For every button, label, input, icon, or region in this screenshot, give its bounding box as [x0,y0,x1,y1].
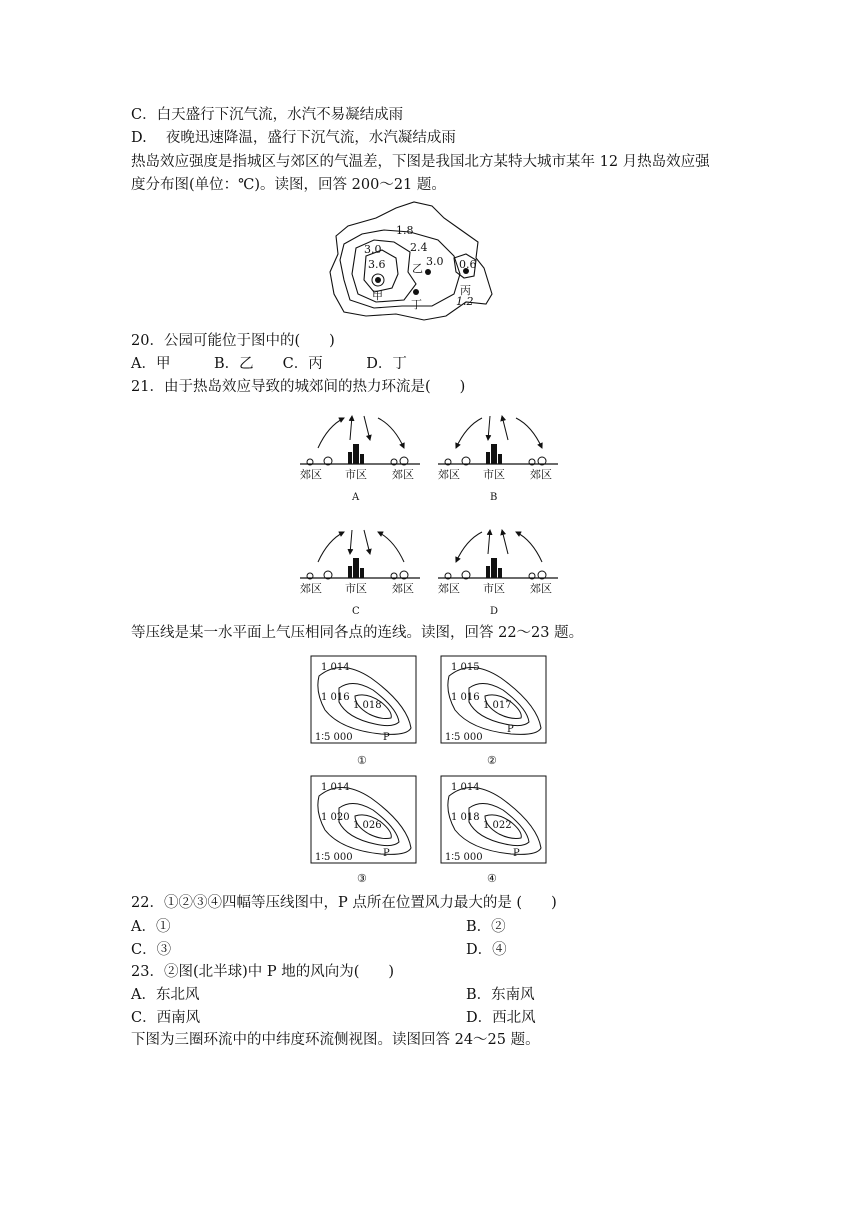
q22-option-a: A．① [131,919,171,935]
suburb-label: 郊区 [530,582,552,595]
isobar-value: 1 015 [451,662,480,673]
point-jia-dot [375,277,381,283]
circulation-panel-a [300,416,420,503]
point-p: P [383,848,390,859]
place-yi: 乙 [412,262,423,275]
isobar-value: 1 014 [321,662,350,673]
isobar-value: 1 018 [451,812,480,823]
suburb-label: 郊区 [530,468,552,481]
point-p: P [513,848,520,859]
iso-label: 1.8 [396,224,414,237]
intro-isobar: 等压线是某一水平面上气压相同各点的连线。读图，回答 22～23 题。 [131,625,584,641]
iso-label: 3.6 [368,258,386,271]
panel-label: C [352,606,360,617]
scale-label: 1∶5 000 [315,852,353,863]
panel-number: ④ [487,872,497,884]
place-bing: 丙 [460,284,471,297]
panel-label: A [352,492,360,503]
scale-label: 1∶5 000 [315,732,353,743]
isobar-panel-2 [441,656,546,767]
suburb-label: 郊区 [438,468,460,481]
suburb-label: 郊区 [300,582,322,595]
isobar-value: 1 026 [353,820,382,831]
panel-label: B [490,492,498,503]
isobar-value: 1 020 [321,812,350,823]
q19-option-d: D. 夜晚迅速降温，盛行下沉气流，水汽凝结成雨 [131,130,456,146]
panel-number: ② [487,754,497,767]
intro-heat-island-2: 度分布图(单位：℃)。读图，回答 200～21 题。 [131,177,446,193]
scale-label: 1∶5 000 [445,852,483,863]
circulation-panel-b [438,416,558,503]
panel-number: ① [357,754,367,767]
isobar-panel-3 [311,776,416,884]
q23-option-c: C．西南风 [131,1010,201,1026]
iso-label: 0.6 [459,258,477,271]
q23-option-b: B．东南风 [466,987,535,1003]
suburb-label: 郊区 [300,468,322,481]
q23-option-a: A．东北风 [131,987,200,1003]
circulation-panel-d [438,530,558,617]
iso-label: 2.4 [410,241,428,254]
point-p: P [507,724,514,735]
point-ding-dot [413,289,419,295]
isobar-diagrams [305,652,555,884]
intro-circulation: 下图为三圈环流中的中纬度环流侧视图。读图回答 24～25 题。 [131,1032,540,1048]
isobar-panel-4 [441,776,546,884]
urban-label: 市区 [345,468,367,481]
circulation-diagrams [290,408,580,618]
scale-label: 1∶5 000 [445,732,483,743]
q22-option-d: D．④ [466,942,507,958]
point-yi-dot [425,269,431,275]
q19-option-c: C．白天盛行下沉气流，水汽不易凝结成雨 [131,107,404,123]
urban-label: 市区 [483,582,505,595]
q22-option-c: C．③ [131,942,172,958]
heat-island-map [326,198,506,328]
isobar-value: 1 022 [483,820,512,831]
place-ding: 丁 [411,298,422,311]
urban-label: 市区 [345,582,367,595]
isobar-value: 1 014 [321,782,350,793]
intro-heat-island-1: 热岛效应强度是指城区与郊区的气温差，下图是我国北方某特大城市某年 12 月热岛效应强 [131,154,710,170]
iso-label: 3.0 [426,255,444,268]
q23-stem: 23．②图(北半球)中 P 地的风向为( ) [131,964,395,980]
q21-stem: 21．由于热岛效应导致的城郊间的热力环流是( ) [131,379,466,395]
iso-label: 3.0 [364,243,382,256]
isobar-value: 1 016 [451,692,480,703]
q23-option-d: D．西北风 [466,1010,536,1026]
panel-number: ③ [357,872,367,884]
place-jia: 甲 [372,289,383,302]
q20-stem: 20．公园可能位于图中的( ) [131,333,335,349]
panel-label: D [490,606,499,617]
iso-label: 1.2 [456,295,474,308]
circulation-panel-c [300,530,420,617]
suburb-label: 郊区 [392,582,414,595]
point-p: P [383,732,390,743]
isobar-value: 1 014 [451,782,480,793]
isobar-value: 1 016 [321,692,350,703]
q22-option-b: B．② [466,919,506,935]
isobar-value: 1 018 [353,700,382,711]
suburb-label: 郊区 [438,582,460,595]
q20-options: A．甲 B．乙 C．丙 D．丁 [131,356,407,372]
q22-stem: 22．①②③④四幅等压线图中，P 点所在位置风力最大的是 ( ) [131,895,557,911]
isobar-panel-1 [311,656,416,767]
urban-label: 市区 [483,468,505,481]
isobar-value: 1 017 [483,700,512,711]
suburb-label: 郊区 [392,468,414,481]
